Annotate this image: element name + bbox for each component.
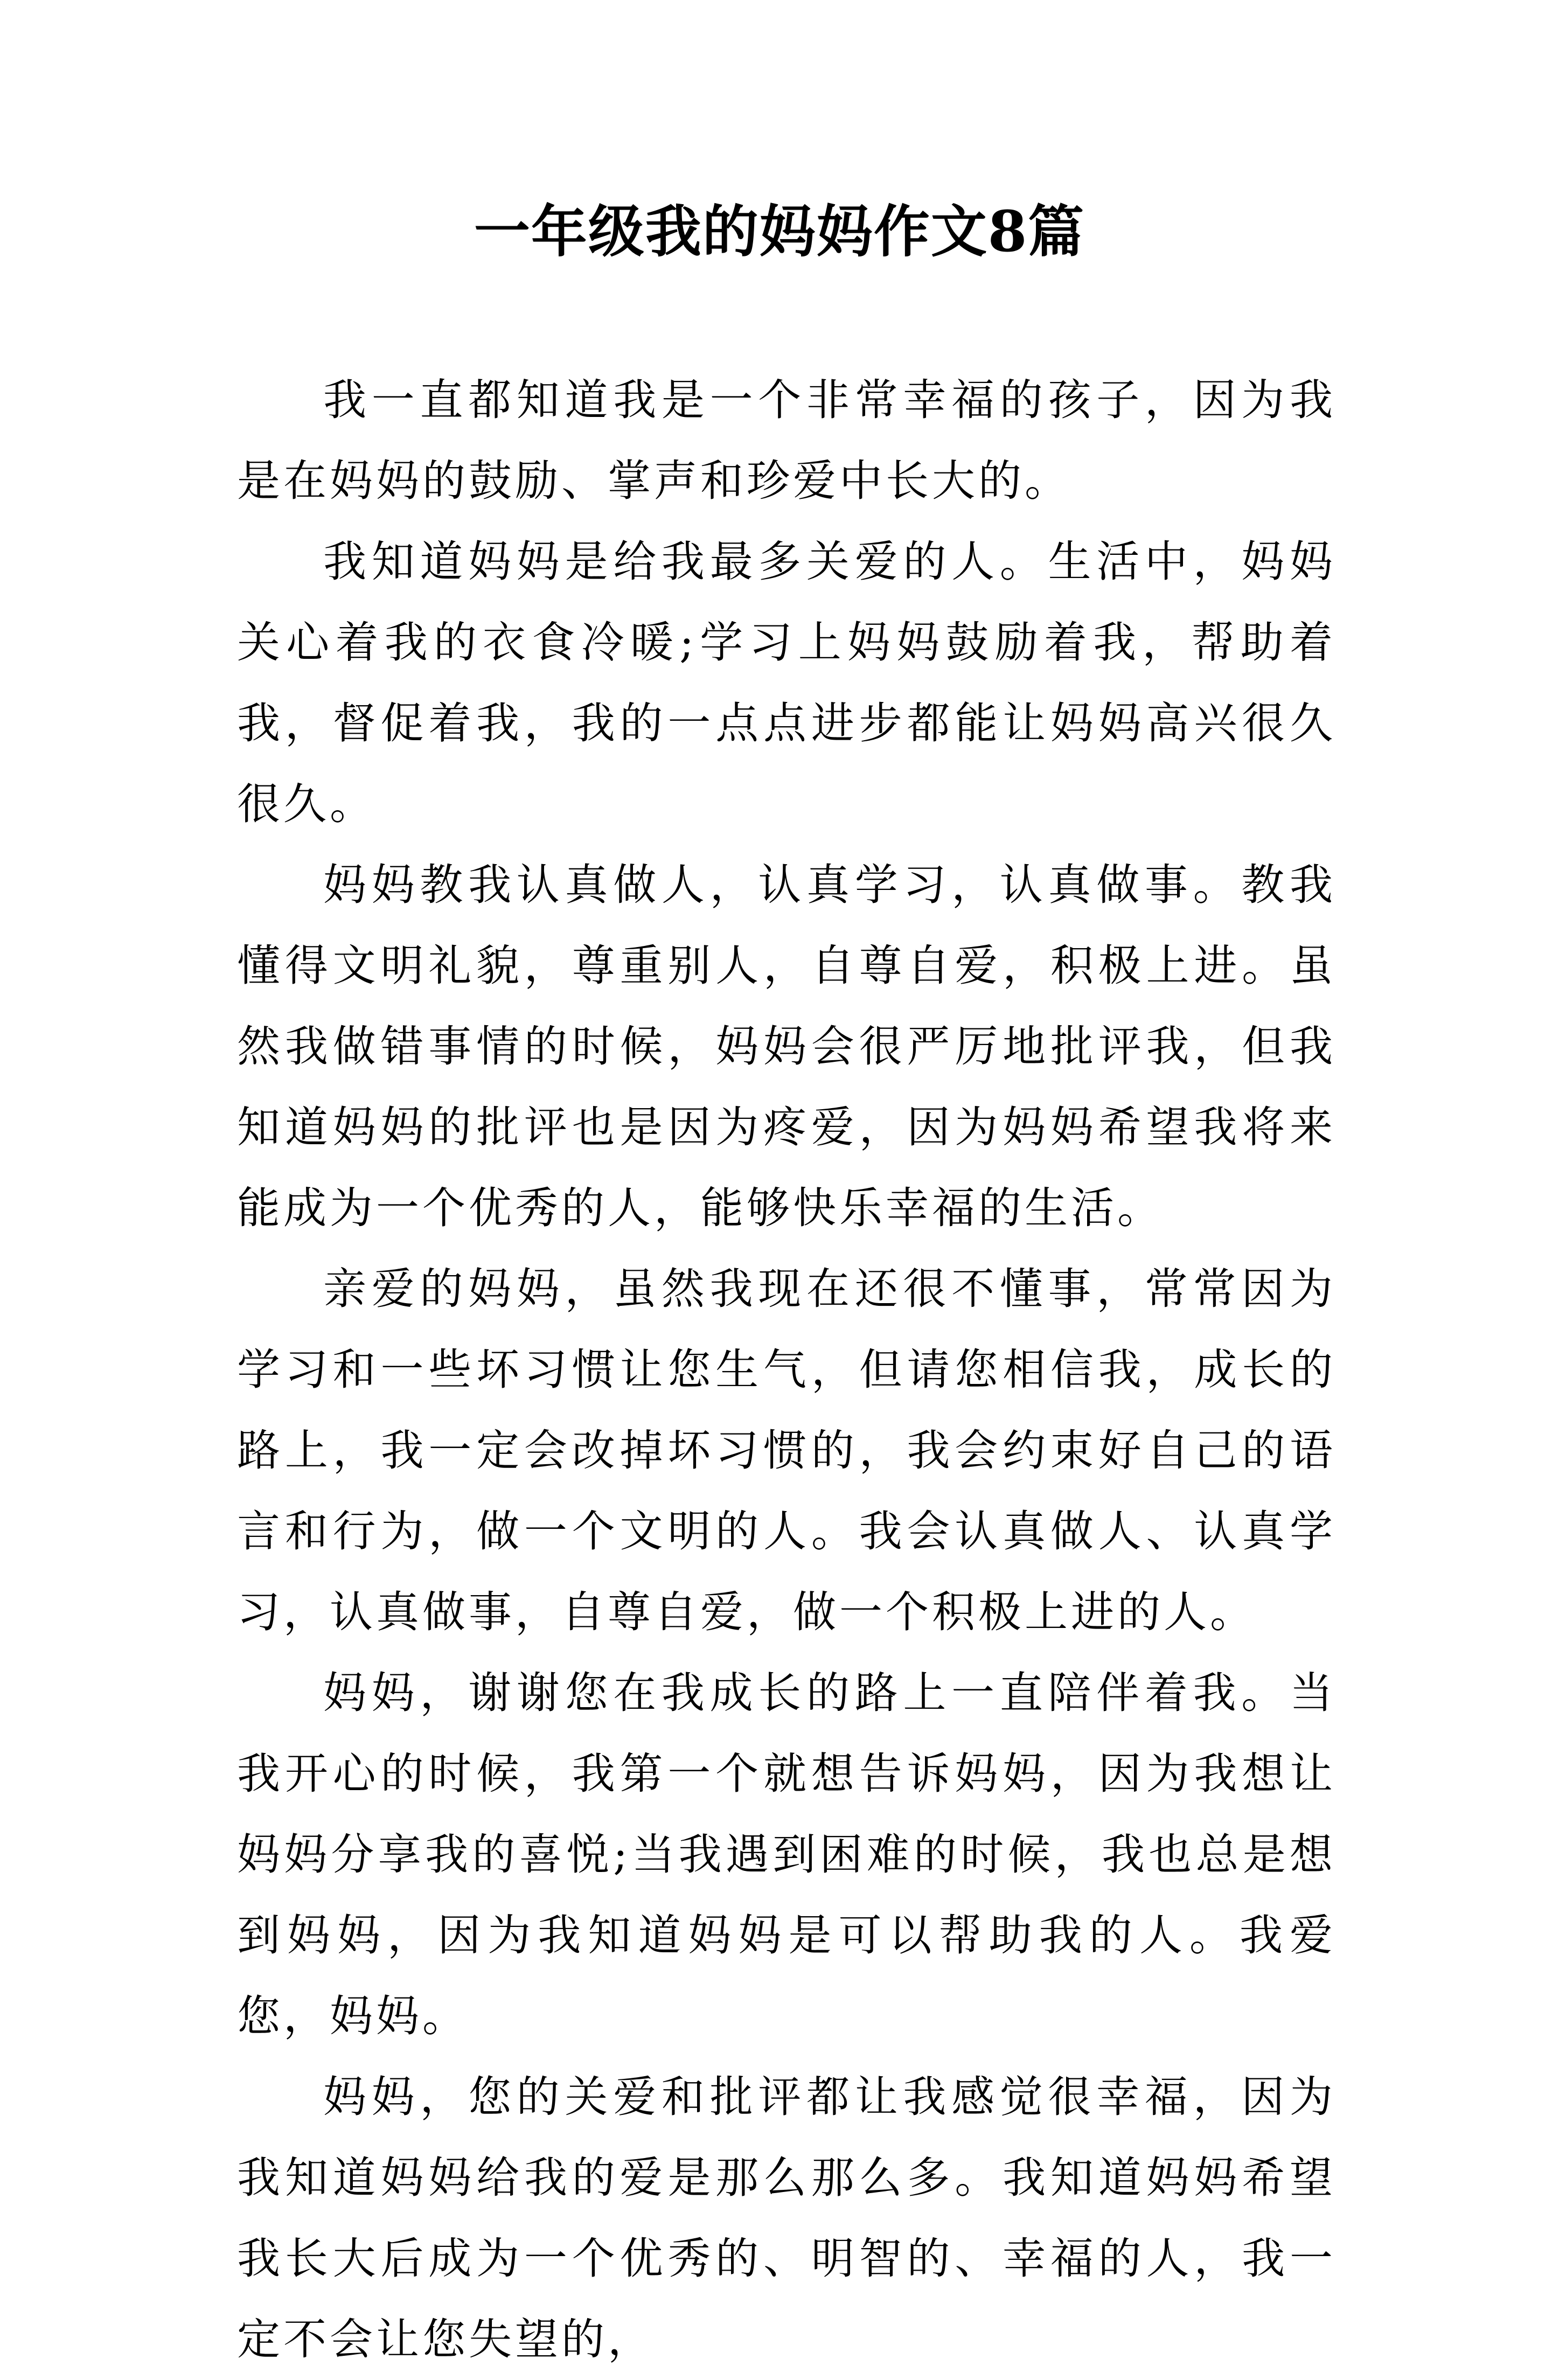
paragraph: 妈妈，您的关爱和批评都让我感觉很幸福，因为我知道妈妈给我的爱是那么那么多。我知道妈妈希望我长大后成为一个优秀的、明智的、幸福的人，我一定不会让您失望的， bbox=[237, 2072, 1336, 2364]
paragraph: 妈妈教我认真做人，认真学习，认真做事。教我懂得文明礼貌，尊重别人，自尊自爱，积极上进。虽然我做错事情的时候，妈妈会很严厉地批评我，但我知道妈妈的批评也是因为疼爱，因为妈妈希望我将来能成为一个优秀的人，能够快乐幸福的生活。 bbox=[237, 860, 1336, 1233]
paragraph: 亲爱的妈妈，虽然我现在还很不懂事，常常因为学习和一些坏习惯让您生气，但请您相信我，成长的路上，我一定会改掉坏习惯的，我会约束好自己的语言和行为，做一个文明的人。我会认真做人、认真学习，认真做事，自尊自爱，做一个积极上进的人。 bbox=[237, 1264, 1336, 1637]
document-body bbox=[237, 360, 1336, 2380]
document-title: 一年级我的妈妈作文8篇 bbox=[474, 198, 1085, 265]
paragraph: 我知道妈妈是给我最多关爱的人。生活中，妈妈关心着我的衣食冷暖;学习上妈妈鼓励着我，帮助着我，督促着我，我的一点点进步都能让妈妈高兴很久很久。 bbox=[237, 537, 1336, 829]
paragraph: 我一直都知道我是一个非常幸福的孩子，因为我是在妈妈的鼓励、掌声和珍爱中长大的。 bbox=[237, 375, 1336, 506]
paragraph: 妈妈，谢谢您在我成长的路上一直陪伴着我。当我开心的时候，我第一个就想告诉妈妈，因为我想让妈妈分享我的喜悦;当我遇到困难的时候，我也总是想到妈妈，因为我知道妈妈是可以帮助我的人。我爱您，妈妈。 bbox=[237, 1668, 1336, 2041]
